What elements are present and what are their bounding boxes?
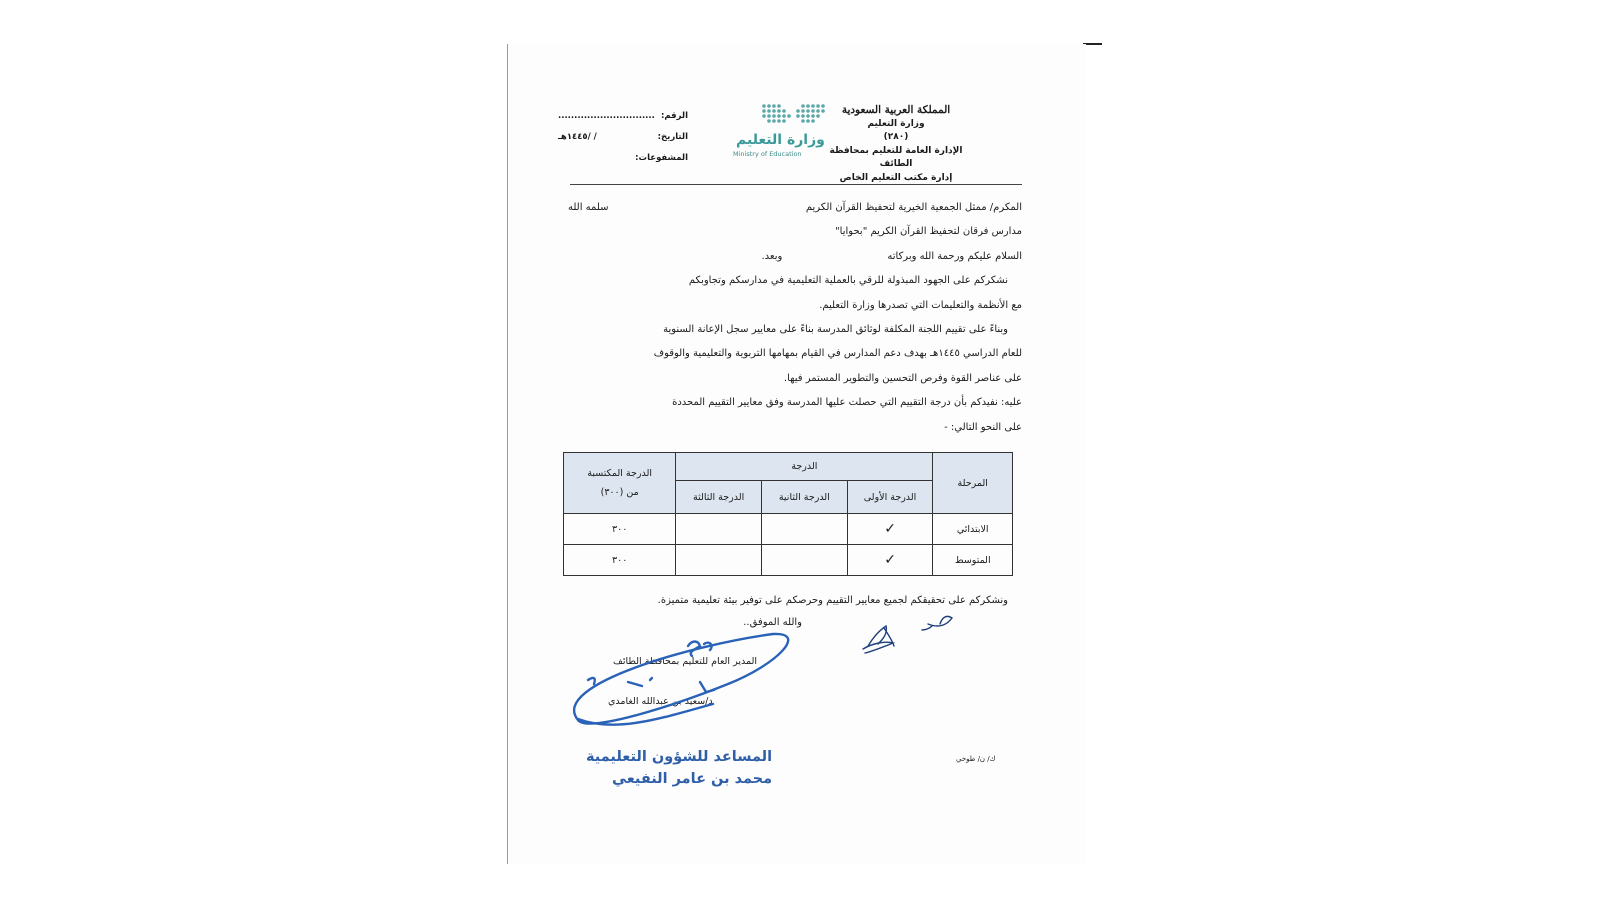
paragraph-1-line-2: مع الأنظمة والتعليمات التي تصدرها وزارة التعليم. (819, 299, 1022, 311)
recipient: المكرم/ ممثل الجمعية الخيرية لتحفيظ القرآن الكريم (805, 202, 1022, 213)
signatory-title: المدير العام للتعليم بمحافظة الطائف (613, 656, 757, 667)
acquired-cell: ٣٠٠ (564, 514, 676, 545)
header-stage: المرحلة (933, 453, 1013, 514)
paragraph-1-line-1: نشكركم على الجهود المبذولة للرقي بالعملية التعليمية في مدارسكم وتجاوبكم (688, 275, 1008, 287)
reference-code: ك/ ن/ طوخي (956, 755, 996, 763)
office-code: (٢٨٠) (883, 132, 909, 142)
official-stamp (586, 746, 772, 790)
date-label: التاريخ: (657, 132, 688, 142)
official-letter-page (507, 44, 1086, 864)
paragraph-3-line-2: على النحو التالي: - (944, 421, 1022, 433)
paragraph-2-line-2: للعام الدراسي ١٤٤٥هـ بهدف دعم المدارس في القيام بمهامها التربوية والتعليمية والوقوف (653, 348, 1022, 360)
first-degree-check: ✓ (847, 514, 933, 545)
first-degree-check: ✓ (847, 545, 933, 576)
closing-thanks: ونشكركم على تحقيقكم لجميع معايير التقييم وحرصكم على توفير بيئة تعليمية متميزة. (657, 595, 1008, 606)
office-name: إدارة مكتب التعليم الخاص (839, 172, 953, 183)
header-second-degree: الدرجة الثانية (762, 481, 848, 514)
handwritten-signatures-icon (508, 44, 1086, 864)
department-name: الإدارة العامة للتعليم بمحافظة الطائف (829, 145, 963, 169)
attachments-label: المشفوعات: (635, 153, 688, 163)
signatory-name: د/سعيد بن عبدالله الغامدي (608, 696, 713, 707)
header-acquired-line-1: الدرجة المكتسبة (587, 468, 652, 479)
header-acquired-line-2: من (٣٠٠) (600, 487, 639, 498)
number-label: الرقم: (660, 111, 688, 121)
kingdom-name: المملكة العربية السعودية (841, 104, 951, 116)
salutation: سلمه الله (568, 202, 609, 213)
paragraph-3-line-1: عليه: نفيدكم بأن درجة التقييم التي حصلت عليها المدرسة وفق معايير التقييم المحددة (672, 397, 1022, 409)
paragraph-2-line-1: وبناءً على تقييم اللجنة المكلفة لوثائق المدرسة بناءً على معايير سجل الإعانة السنوية (663, 324, 1008, 336)
number-value: .............................. (558, 111, 655, 121)
greeting-after: وبعد. (761, 250, 783, 262)
header-first-degree: الدرجة الأولى (847, 481, 933, 514)
stage-cell: الابتدائي (933, 514, 1013, 545)
date-value: / /١٤٤٥هـ (558, 132, 597, 142)
greeting: السلام عليكم ورحمة الله وبركاته (887, 250, 1022, 262)
closing-allah: والله الموفق.. (743, 617, 802, 628)
acquired-cell: ٣٠٠ (564, 545, 676, 576)
header-degree: الدرجة (676, 453, 933, 481)
stamp-line-2: محمد بن عامر النفيعي (612, 771, 773, 787)
header-third-degree: الدرجة الثالثة (676, 481, 762, 514)
ministry-name: وزارة التعليم (867, 118, 925, 129)
logo-english-text: Ministry of Education (733, 150, 802, 158)
stamp-line-1: المساعد للشؤون التعليمية (586, 749, 773, 765)
paragraph-2-line-3: على عناصر القوة وفرص التحسين والتطوير المستمر فيها. (783, 372, 1022, 384)
logo-arabic-text: وزارة التعليم (736, 132, 825, 148)
stage-cell: المتوسط (933, 545, 1013, 576)
schools-name: مدارس فرقان لتحفيظ القرآن الكريم "بحوايا" (835, 226, 1022, 238)
